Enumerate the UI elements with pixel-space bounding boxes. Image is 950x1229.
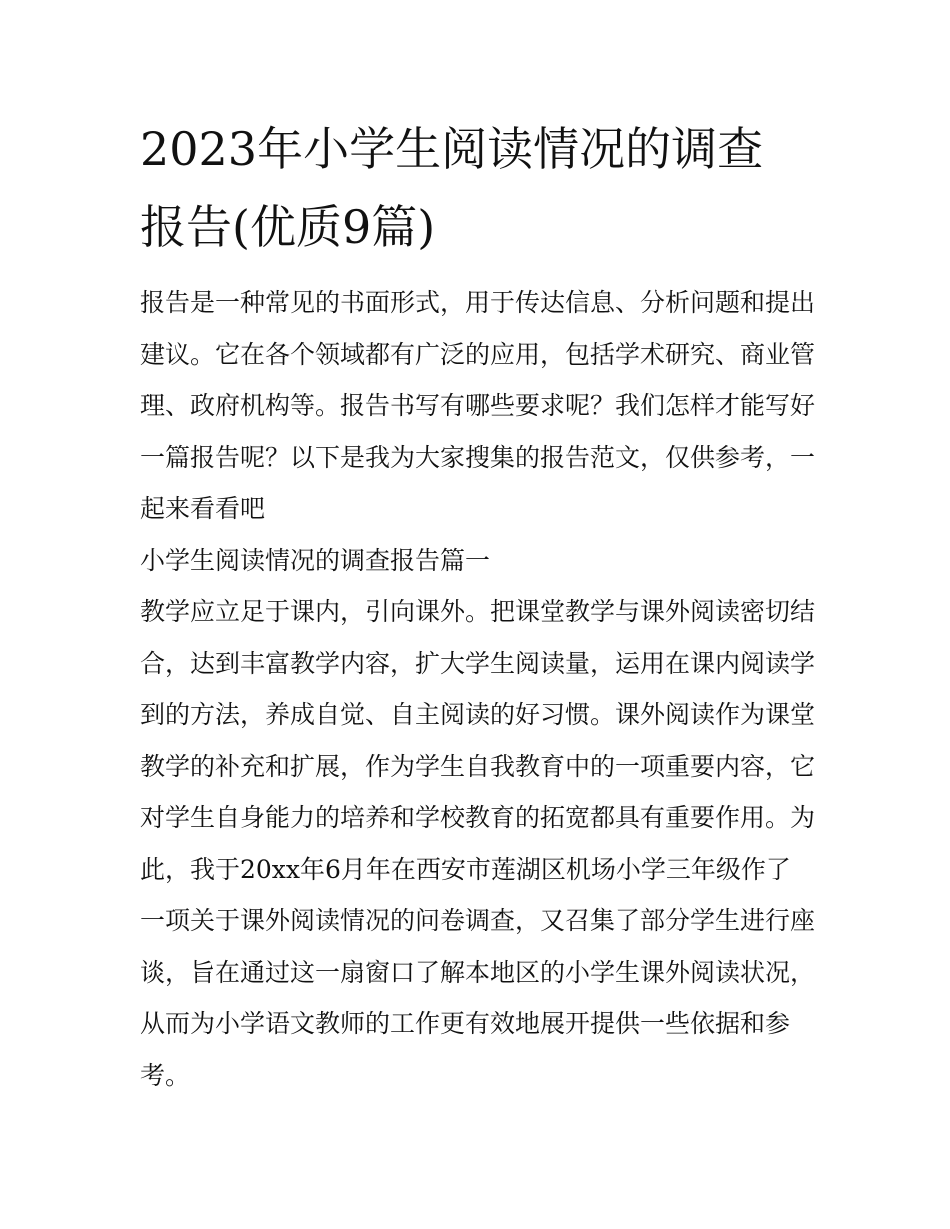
- section-line: 一项关于课外阅读情况的问卷调查，又召集了部分学生进行座: [140, 906, 816, 935]
- section-line: 考。: [140, 1060, 191, 1090]
- section-line: 从而为小学语文教师的工作更有效地展开提供一些依据和参: [140, 1009, 791, 1038]
- document-title: [140, 110, 812, 266]
- section-line: 谈，旨在通过这一扇窗口了解本地区的小学生课外阅读状况，: [140, 957, 816, 987]
- section-line: 到的方法，养成自觉、自主阅读的好习惯。课外阅读作为课堂: [140, 700, 816, 729]
- intro-line: 起来看看吧: [140, 494, 266, 523]
- intro-line: 建议。它在各个领域都有广泛的应用，包括学术研究、商业管: [140, 339, 816, 369]
- section-line: 教学应立足于课内，引向课外。把课堂教学与课外阅读密切结: [140, 597, 816, 626]
- intro-paragraph: [140, 277, 816, 535]
- intro-line: 理、政府机构等。报告书写有哪些要求呢？我们怎样才能写好: [140, 391, 816, 420]
- section-heading: 小学生阅读情况的调查报告篇一: [140, 545, 491, 575]
- section-line: 合，达到丰富教学内容，扩大学生阅读量，运用在课内阅读学: [140, 648, 816, 678]
- section-line: 对学生自身能力的培养和学校教育的拓宽都具有重要作用。为: [140, 803, 816, 832]
- document-page: [140, 110, 816, 1101]
- title-line-2: 报告(优质9篇): [140, 200, 436, 254]
- section-paragraph: [140, 586, 816, 1101]
- section-line: 教学的补充和扩展，作为学生自我教育中的一项重要内容，它: [140, 751, 816, 781]
- intro-line: 一篇报告呢？以下是我为大家搜集的报告范文，仅供参考，一: [140, 442, 816, 472]
- section-line: 此，我于20xx年6月年在西安市莲湖区机场小学三年级作了: [140, 854, 791, 884]
- title-line-1: 2023年小学生阅读情况的调查: [140, 122, 764, 176]
- intro-line: 报告是一种常见的书面形式，用于传达信息、分析问题和提出: [140, 288, 816, 317]
